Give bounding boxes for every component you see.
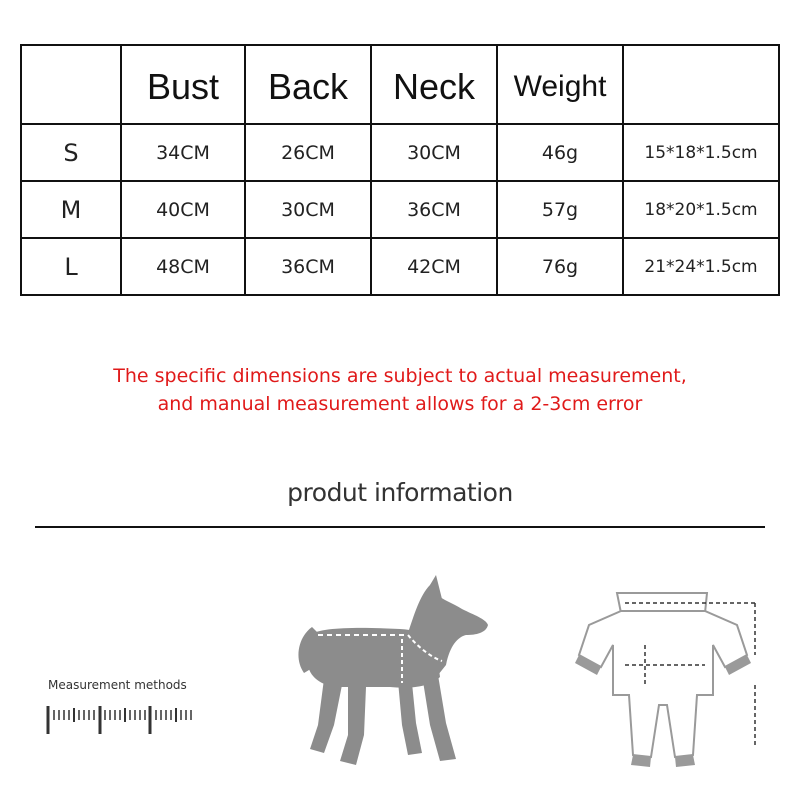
bust-cell: 34CM: [121, 124, 245, 181]
header-back: Back: [245, 45, 371, 124]
header-weight: Weight: [497, 45, 623, 124]
back-cell: 36CM: [245, 238, 371, 295]
neck-cell: 30CM: [371, 124, 497, 181]
section-title: produt information: [287, 478, 513, 507]
size-chart-table: [20, 44, 780, 296]
header-cell-empty: [21, 45, 121, 124]
table-row: [21, 238, 779, 295]
back-cell: 30CM: [245, 181, 371, 238]
package-size-cell: 18*20*1.5cm: [623, 181, 779, 238]
neck-cell: 42CM: [371, 238, 497, 295]
package-size-cell: 21*24*1.5cm: [623, 238, 779, 295]
size-cell: L: [21, 238, 121, 295]
table-header-row: [21, 45, 779, 124]
weight-cell: 57g: [497, 181, 623, 238]
header-neck: Neck: [371, 45, 497, 124]
header-cell-empty: [623, 45, 779, 124]
size-cell: M: [21, 181, 121, 238]
ruler-icon: [46, 702, 198, 738]
neck-cell: 36CM: [371, 181, 497, 238]
bust-cell: 48CM: [121, 238, 245, 295]
section-divider: [35, 526, 765, 528]
bust-cell: 40CM: [121, 181, 245, 238]
size-cell: S: [21, 124, 121, 181]
notice-line-1: The specific dimensions are subject to actual measurement,: [113, 365, 687, 387]
measurement-methods-label: Measurement methods: [48, 678, 187, 692]
weight-cell: 76g: [497, 238, 623, 295]
garment-outline-icon: [565, 585, 785, 780]
table-row: [21, 124, 779, 181]
table-row: [21, 181, 779, 238]
header-bust: Bust: [121, 45, 245, 124]
dog-silhouette-icon: [290, 575, 500, 770]
package-size-cell: 15*18*1.5cm: [623, 124, 779, 181]
back-cell: 26CM: [245, 124, 371, 181]
measurement-notice: [0, 362, 800, 418]
weight-cell: 46g: [497, 124, 623, 181]
notice-line-2: and manual measurement allows for a 2-3cm error: [157, 393, 643, 415]
